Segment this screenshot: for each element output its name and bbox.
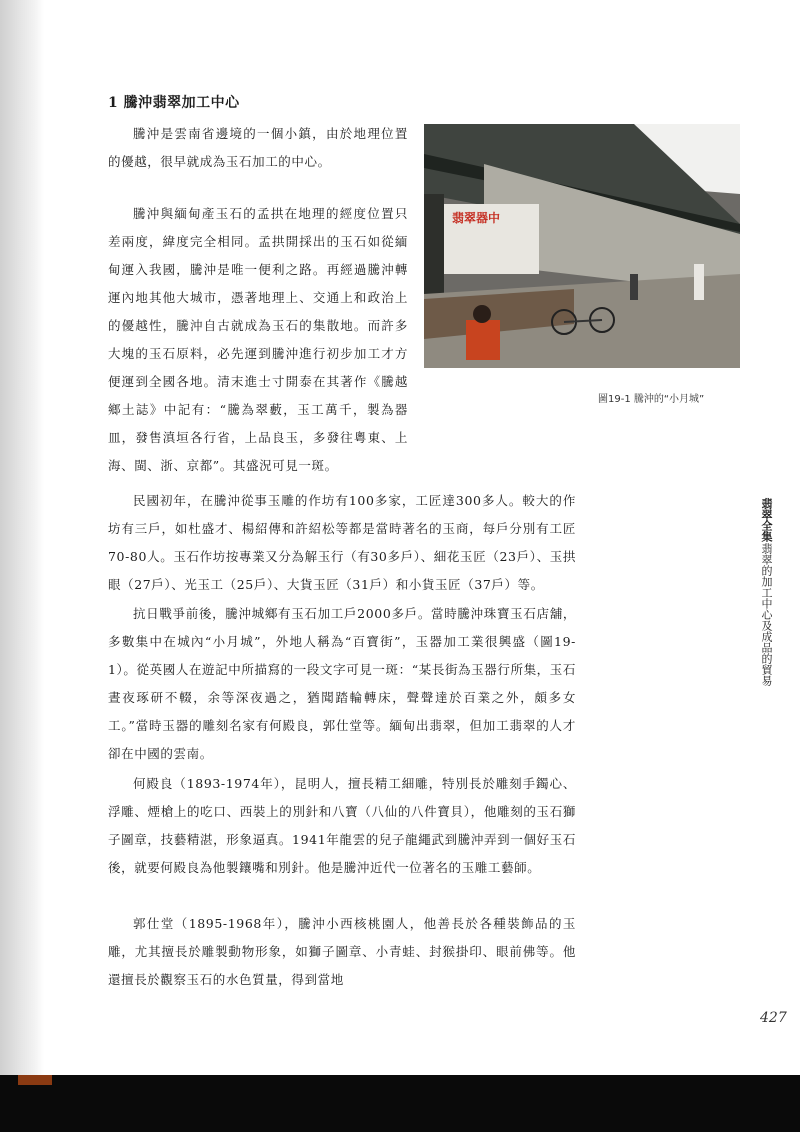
figure-caption: 圖19-1 騰沖的“小月城” — [598, 394, 705, 405]
scan-bottom-edge — [0, 1075, 800, 1132]
chapter-title: 翡翠的加工中心及成品的貿易 — [760, 543, 773, 686]
distant-person — [630, 274, 638, 300]
paragraph-4: 抗日戰爭前後，騰沖城鄉有玉石加工戶2000多戶。當時騰沖珠寶玉石店舖，多數集中在城內“小月城”，外地人稱為“百寶街”，玉器加工業很興盛（圖19-1）。從英國人在遊記中所描寫的一段文字可見一斑：“某長街為玉器行所集，玉石晝夜琢研不輟，余等深夜過之，猶聞踏輪轉床，聲聲達於百業之外，頗多女工。”當時玉器的雕刻名家有何殿良，郭仕堂等。緬甸出翡翠，但加工翡翠的人才卻在中國的雲南。 — [108, 606, 576, 761]
pedestrian — [694, 264, 704, 300]
market-street-illustration — [424, 124, 740, 368]
paragraph-3: 民國初年，在騰沖從事玉雕的作坊有100多家，工匠達300多人。較大的作坊有三戶，如杜盛才、楊紹傳和許紹松等都是當時著名的玉商，每戶分別有工匠70-80人。玉石作坊按專業又分為解玉行（有30多戶）、細花玉匠（23戶）、玉拱眼（27戶）、光玉工（25戶）、大貨玉匠（31戶）和小貨玉匠（37戶）等。 — [108, 493, 576, 592]
paragraph-5: 何殿良（1893-1974年），昆明人，擅長精工細雕，特別長於雕刻手鐲心、浮雕、煙槍上的吃口、西裝上的別針和八寶（八仙的八件寶貝），他雕刻的玉石獅子圖章，技藝精湛，形象逼真。1941年龍雲的兒子龍繩武到騰沖弄到一個好玉石後，就要何殿良為他製鑲嘴和別針。他是騰沖近代一位著名的玉雕工藝師。 — [108, 776, 576, 875]
section-heading: 1 騰沖翡翠加工中心 — [108, 95, 240, 111]
book-series-title: 翡翠全集 — [760, 498, 773, 542]
scan-edge-mark — [18, 1075, 52, 1085]
book-gutter-shadow — [0, 0, 44, 1075]
seated-vendor — [466, 320, 500, 360]
paragraph-6: 郭仕堂（1895-1968年），騰沖小西核桃園人，他善長於各種裝飾品的玉雕，尤其擅長於雕製動物形象，如獅子圖章、小青蛙、封猴掛印、眼前佛等。他還擅長於觀察玉石的水色質量，得到當地 — [108, 916, 576, 987]
shop-sign-text: 翡翠器中 — [452, 211, 501, 225]
page-number: 427 — [760, 1010, 787, 1026]
running-side-title — [754, 498, 774, 686]
market-street-photo — [424, 124, 740, 368]
paragraph-1: 騰沖是雲南省邊境的一個小鎮，由於地理位置的優越，很早就成為玉石加工的中心。 — [108, 126, 408, 169]
vendor-head — [473, 305, 491, 323]
paragraph-2: 騰沖與緬甸產玉石的孟拱在地理的經度位置只差兩度，緯度完全相同。孟拱開採出的玉石如從緬甸運入我國，騰沖是唯一便利之路。再經過騰沖轉運內地其他大城市，憑著地理上、交通上和政治上的優越性，騰沖自古就成為玉石的集散地。而許多大塊的玉石原料，必先運到騰沖進行初步加工才方便運到全國各地。清末進士寸開泰在其著作《騰越鄉土誌》中記有：“騰為翠藪，玉工萬千，製為器皿，發售滇垣各行省，上品良玉，多發往粵東、上海、閩、浙、京都”。其盛況可見一斑。 — [108, 206, 408, 473]
figure-19-1 — [424, 124, 740, 368]
